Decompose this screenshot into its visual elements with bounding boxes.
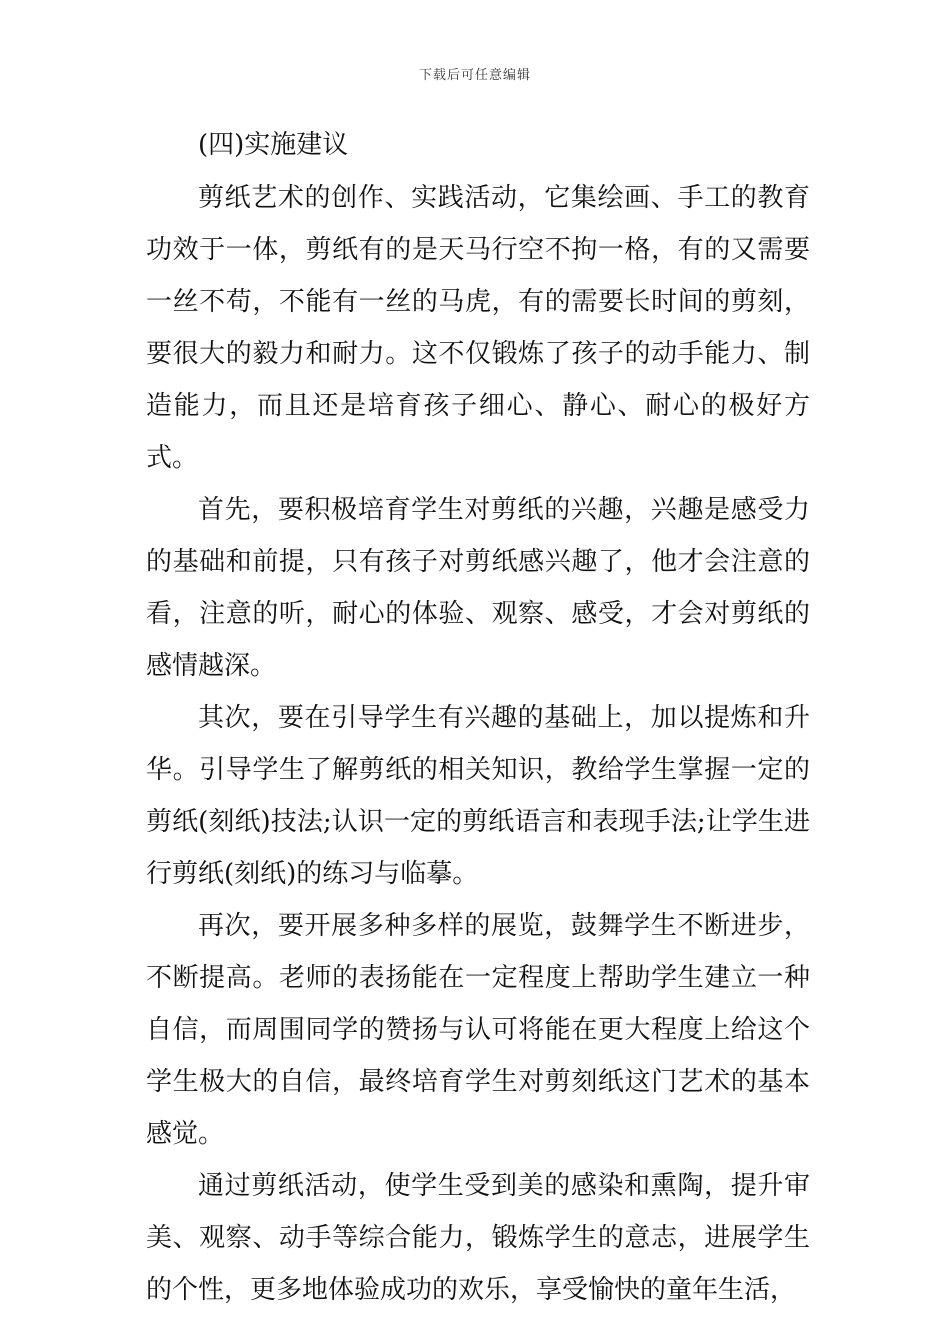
document-body (146, 128, 810, 1316)
paragraph-4: 再次，要开展多种多样的展览，鼓舞学生不断进步，不断提高。老师的表扬能在一定程度上帮助学生建立一种自信，而周围同学的赞扬与认可将能在更大程度上给这个学生极大的自信，最终培育学生对剪刻纸这门艺术的基本感觉。 (146, 911, 810, 1149)
paragraph-2: 首先，要积极培育学生对剪纸的兴趣，兴趣是感受力的基础和前提，只有孩子对剪纸感兴趣了，他才会注意的看，注意的听，耐心的体验、观察、感受，才会对剪纸的感情越深。 (146, 495, 810, 681)
paragraph-1: 剪纸艺术的创作、实践活动，它集绘画、手工的教育功效于一体，剪纸有的是天马行空不拘一格，有的又需要一丝不苟，不能有一丝的马虎，有的需要长时间的剪刻，要很大的毅力和耐力。这不仅锻炼了孩子的动手能力、制造能力，而且还是培育孩子细心、静心、耐心的极好方式。 (146, 183, 810, 473)
page-header: 下载后可任意编辑 (418, 68, 531, 83)
section-heading: (四)实施建议 (198, 130, 349, 160)
paragraph-5: 通过剪纸活动，使学生受到美的感染和熏陶，提升审美、观察、动手等综合能力，锻炼学生的意志，进展学生的个性，更多地体验成功的欢乐，享受愉快的童年生活， (146, 1171, 810, 1305)
paragraph-3: 其次，要在引导学生有兴趣的基础上，加以提炼和升华。引导学生了解剪纸的相关知识，教给学生掌握一定的剪纸(刻纸)技法;认识一定的剪纸语言和表现手法;让学生进行剪纸(刻纸)的练习与临摹。 (146, 703, 810, 889)
